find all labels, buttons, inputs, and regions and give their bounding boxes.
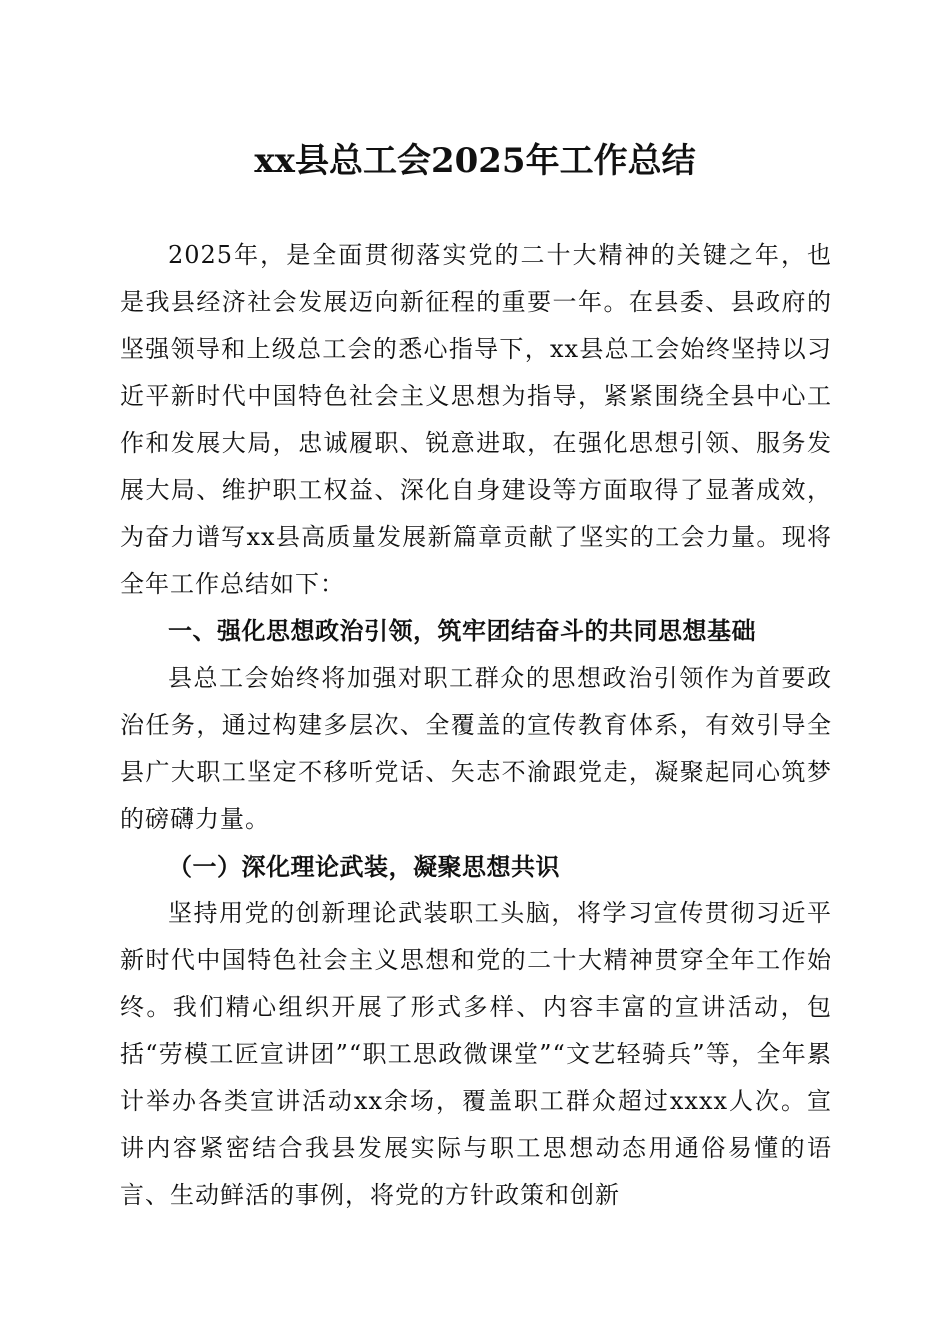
document-body [120,232,832,1219]
subsection-heading-1: （一）深化理论武装，凝聚思想共识 [168,852,560,881]
subsection-1-paragraph: 坚持用党的创新理论武装职工头脑，将学习宣传贯彻习近平新时代中国特色社会主义思想和党的二十大精神贯穿全年工作始终。我们精心组织开展了形式多样、内容丰富的宣讲活动，包括“劳模工匠宣讲团”“职工思政微课堂”“文艺轻骑兵”等，全年累计举办各类宣讲活动xx余场，覆盖职工群众超过xxxx人次。宣讲内容紧密结合我县发展实际与职工思想动态用通俗易懂的语言、生动鲜活的事例，将党的方针政策和创新 [120,899,832,1209]
document-title: xx县总工会2025年工作总结 [254,141,696,181]
intro-paragraph: 2025年，是全面贯彻落实党的二十大精神的关键之年，也是我县经济社会发展迈向新征程的重要一年。在县委、县政府的坚强领导和上级总工会的悉心指导下，xx县总工会始终坚持以习近平新时代中国特色社会主义思想为指导，紧紧围绕全县中心工作和发展大局，忠诚履职、锐意进取，在强化思想引领、服务发展大局、维护职工权益、深化自身建设等方面取得了显著成效，为奋力谱写xx县高质量发展新篇章贡献了坚实的工会力量。现将全年工作总结如下： [120,241,832,598]
section-1-paragraph: 县总工会始终将加强对职工群众的思想政治引领作为首要政治任务，通过构建多层次、全覆盖的宣传教育体系，有效引导全县广大职工坚定不移听党话、矢志不渝跟党走，凝聚起同心筑梦的磅礴力量。 [120,664,832,833]
section-heading-1: 一、强化思想政治引领，筑牢团结奋斗的共同思想基础 [168,617,756,645]
